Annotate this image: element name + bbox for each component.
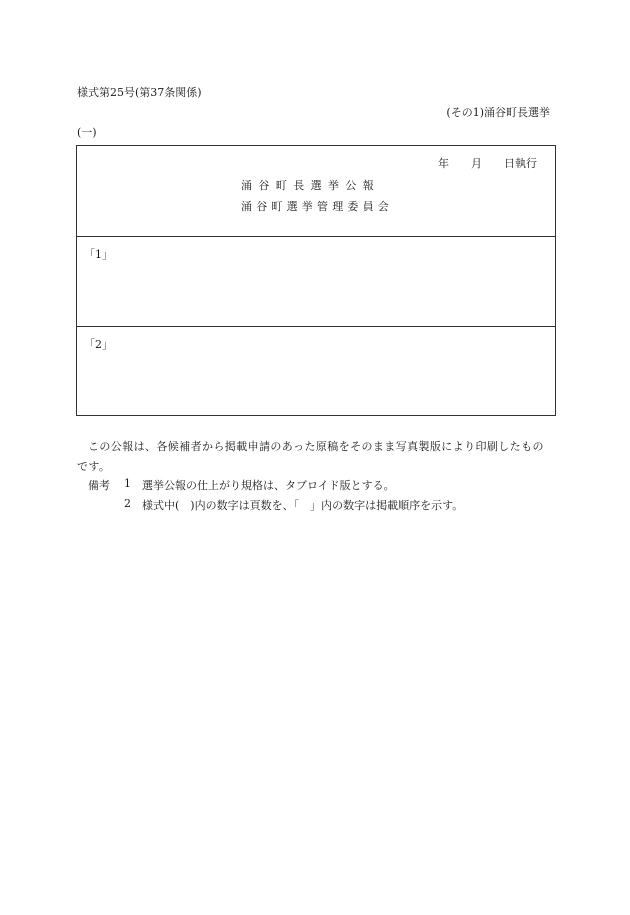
candidate-section-1	[77, 237, 555, 327]
date-month-label: 月	[471, 157, 482, 170]
bulletin-title: 涌谷町長選挙公報	[241, 179, 381, 192]
enforcement-date-line	[438, 155, 537, 171]
candidate-section-2	[77, 327, 555, 416]
date-year-label: 年	[438, 157, 449, 170]
order-label-2: 「2」	[84, 338, 113, 351]
remarks-label: 備考	[88, 479, 110, 492]
part-label: (一)	[77, 126, 97, 139]
election-subtitle: (その1)涌谷町長選挙	[446, 106, 550, 119]
bulletin-form-box	[76, 145, 556, 416]
remark-number: 2	[124, 497, 131, 510]
date-day-enforce-label: 日執行	[504, 157, 537, 170]
remark-text: 様式中( )内の数字は頁数を、「 」内の数字は掲載順序を示す。	[142, 499, 464, 512]
form-number: 様式第25号(第37条関係)	[77, 86, 202, 99]
remark-text: 選挙公報の仕上がり規格は、タブロイド版とする。	[142, 479, 395, 492]
note-paragraph: この公報は、各候補者から掲載申請のあった原稿をそのまま写真製版により印刷したものです。	[77, 440, 544, 473]
order-label-1: 「1」	[84, 248, 113, 261]
bulletin-header-section	[77, 146, 555, 237]
publisher-name: 涌谷町選挙管理委員会	[241, 200, 393, 213]
remark-number: 1	[124, 477, 131, 490]
